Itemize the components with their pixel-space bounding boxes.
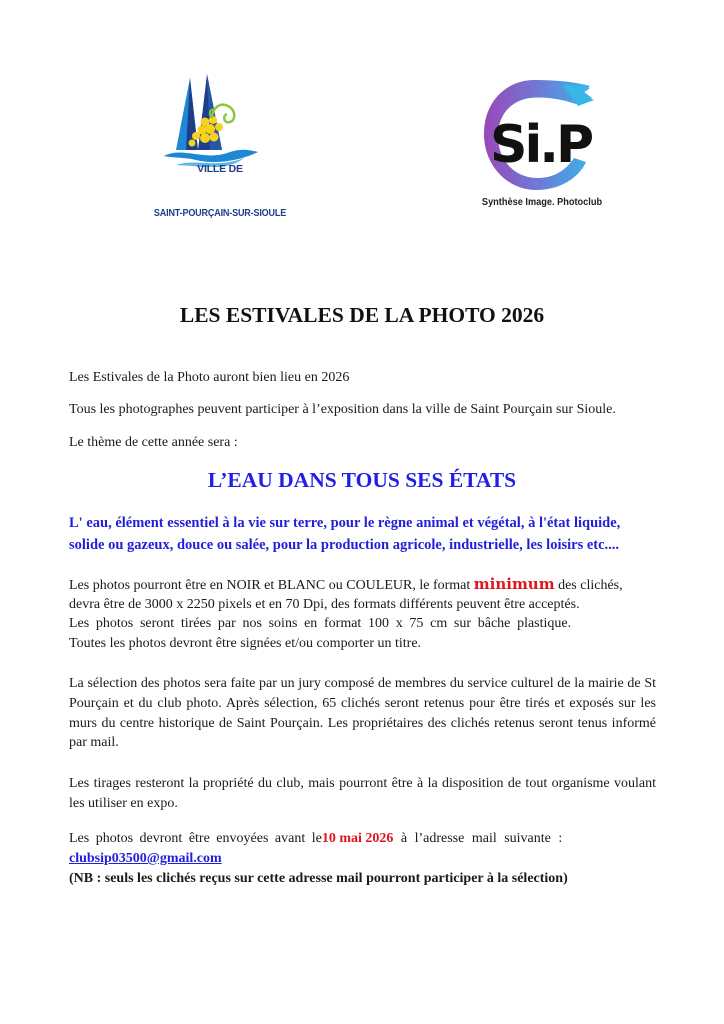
format-line-1-after: des clichés, (554, 578, 623, 593)
prints-paragraph: Les tirages resteront la propriété du club, mais pourront être à la disposition de tout organisme voulant les utiliser en expo. (69, 776, 656, 811)
document-title: LES ESTIVALES DE LA PHOTO 2026 (179, 303, 545, 327)
format-line-3: Les photos seront tirées par nos soins en format 100 x 75 cm sur bâche plastique. (69, 616, 572, 631)
theme-description-line-2: solide ou gazeux, douce ou salée, pour la production agricole, industrielle, les loisirs etc.... (69, 537, 620, 553)
theme-title: L’EAU DANS TOUS SES ÉTATS (207, 468, 517, 492)
email-link[interactable]: clubsip03500@gmail.com (69, 851, 222, 866)
club-logo (462, 78, 622, 218)
format-line-1-before: Les photos pourront être en NOIR et BLANC ou COULEUR, le format (69, 578, 474, 593)
svg-text:Si.P: Si.P (490, 115, 592, 175)
club-emblem-icon (462, 78, 622, 196)
format-line-4: Toutes les photos devront être signées et/ou comporter un titre. (69, 636, 422, 651)
minimum-highlight: minimum (473, 575, 555, 593)
theme-description (69, 512, 669, 556)
deadline-date: 10 mai 2026 (321, 831, 394, 846)
club-logo-caption: Synthèse Image. Photoclub (481, 197, 603, 208)
submission-note: (NB : seuls les clichés reçus sur cette adresse mail pourront participer à la sélection) (69, 871, 568, 886)
format-line-1 (69, 574, 623, 596)
intro-line-2: Tous les photographes peuvent participer à l’exposition dans la ville de Saint Pourçain sur Sioule. (69, 402, 616, 417)
intro-line-3: Le thème de cette année sera : (69, 435, 238, 450)
city-logo-line-2: SAINT-POURÇAIN-SUR-SIOULE (153, 207, 287, 219)
city-logo (150, 72, 290, 230)
theme-description-line-1: L' eau, élément essentiel à la vie sur terre, pour le règne animal et végétal, à l'état liquide, (69, 515, 621, 531)
submission-line (69, 829, 656, 849)
city-logo-line-1: VILLE DE (197, 163, 243, 175)
city-emblem-icon (150, 72, 290, 167)
intro-line-1: Les Estivales de la Photo auront bien lieu en 2026 (69, 370, 350, 385)
submission-before: Les photos devront être envoyées avant le (69, 831, 322, 846)
submission-after: à l’adresse mail suivante : (393, 831, 563, 846)
format-line-2: devra être de 3000 x 2250 pixels et en 70 Dpi, des formats différents peuvent être acceptés. (69, 597, 580, 612)
selection-paragraph: La sélection des photos sera faite par un jury composé de membres du service culturel de la mairie de St Pourçain et du club photo. Après sélection, 65 clichés seront retenus pour être tirés et exposés sur les murs du centre historique de Saint Pourçain. Les propriétaires des clichés retenus seront tenus informé par mail. (69, 676, 656, 751)
